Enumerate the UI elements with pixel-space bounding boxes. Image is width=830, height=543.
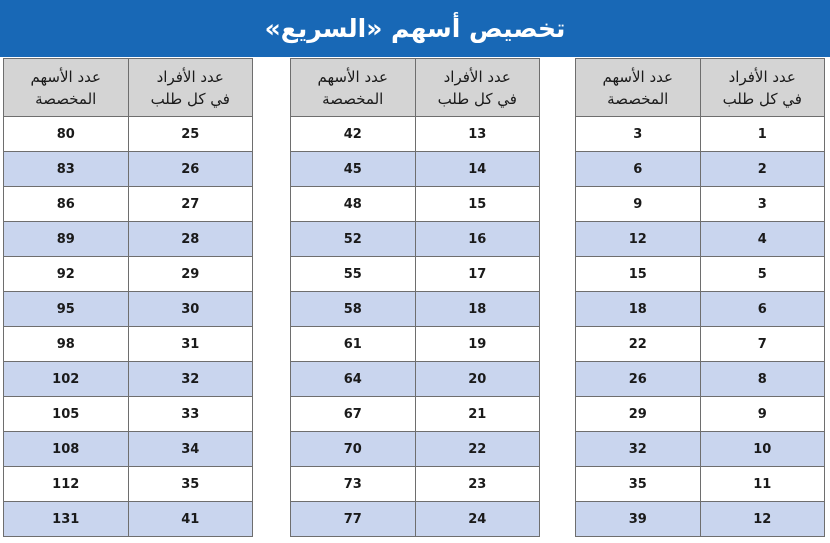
table-row [4, 222, 253, 257]
people-cell: 16 [415, 222, 540, 257]
table-row [291, 292, 540, 327]
shares-cell: 15 [576, 257, 701, 292]
table-row [291, 327, 540, 362]
people-cell: 7 [700, 327, 825, 362]
shares-cell: 45 [291, 152, 416, 187]
people-per-order-header-line-1: عدد الأفراد [443, 67, 511, 86]
people-cell: 6 [700, 292, 825, 327]
allocated-shares-header [291, 59, 416, 117]
shares-cell: 77 [291, 502, 416, 537]
table-row [4, 117, 253, 152]
shares-cell: 105 [4, 397, 129, 432]
table-row [291, 117, 540, 152]
people-per-order-header-line-2: في كل طلب [722, 89, 802, 108]
people-cell: 21 [415, 397, 540, 432]
table-row [576, 117, 825, 152]
people-cell: 20 [415, 362, 540, 397]
table-row [4, 397, 253, 432]
table-row [4, 467, 253, 502]
people-cell: 25 [128, 117, 253, 152]
allocation-table-1 [575, 58, 825, 537]
people-per-order-header [700, 59, 825, 117]
table-row [291, 222, 540, 257]
table-row [4, 432, 253, 467]
people-cell: 18 [415, 292, 540, 327]
table-header-row [291, 59, 540, 117]
allocated-shares-header-line-1: عدد الأسهم [30, 67, 101, 86]
shares-cell: 80 [4, 117, 129, 152]
table-row [4, 362, 253, 397]
people-cell: 4 [700, 222, 825, 257]
allocated-shares-header-line-2: المخصصة [35, 89, 97, 108]
shares-cell: 131 [4, 502, 129, 537]
people-cell: 23 [415, 467, 540, 502]
shares-cell: 102 [4, 362, 129, 397]
people-cell: 27 [128, 187, 253, 222]
people-cell: 10 [700, 432, 825, 467]
shares-cell: 83 [4, 152, 129, 187]
table-row [576, 292, 825, 327]
shares-cell: 29 [576, 397, 701, 432]
shares-cell: 9 [576, 187, 701, 222]
table-row [291, 397, 540, 432]
table-row [291, 152, 540, 187]
table-row [576, 222, 825, 257]
shares-cell: 89 [4, 222, 129, 257]
shares-cell: 35 [576, 467, 701, 502]
people-cell: 22 [415, 432, 540, 467]
shares-cell: 12 [576, 222, 701, 257]
shares-cell: 92 [4, 257, 129, 292]
table-row [4, 292, 253, 327]
people-cell: 33 [128, 397, 253, 432]
table-row [576, 152, 825, 187]
people-cell: 17 [415, 257, 540, 292]
people-cell: 34 [128, 432, 253, 467]
shares-cell: 108 [4, 432, 129, 467]
shares-cell: 95 [4, 292, 129, 327]
allocated-shares-header-line-2: المخصصة [322, 89, 384, 108]
table-row [576, 257, 825, 292]
people-cell: 8 [700, 362, 825, 397]
shares-cell: 26 [576, 362, 701, 397]
people-per-order-header-line-2: في كل طلب [150, 89, 230, 108]
shares-cell: 18 [576, 292, 701, 327]
people-cell: 2 [700, 152, 825, 187]
table-row [576, 502, 825, 537]
people-cell: 24 [415, 502, 540, 537]
people-per-order-header-line-1: عدد الأفراد [728, 67, 796, 86]
allocated-shares-header-line-1: عدد الأسهم [317, 67, 388, 86]
shares-cell: 98 [4, 327, 129, 362]
table-row [576, 187, 825, 222]
shares-cell: 48 [291, 187, 416, 222]
table-row [4, 187, 253, 222]
table-row [4, 327, 253, 362]
shares-cell: 55 [291, 257, 416, 292]
table-row [291, 362, 540, 397]
shares-cell: 70 [291, 432, 416, 467]
table-row [4, 502, 253, 537]
people-cell: 12 [700, 502, 825, 537]
shares-cell: 42 [291, 117, 416, 152]
table-row [576, 467, 825, 502]
table-row [576, 432, 825, 467]
table-row [4, 152, 253, 187]
shares-cell: 64 [291, 362, 416, 397]
table-row [291, 187, 540, 222]
people-cell: 13 [415, 117, 540, 152]
people-cell: 26 [128, 152, 253, 187]
allocated-shares-header [4, 59, 129, 117]
people-cell: 32 [128, 362, 253, 397]
shares-cell: 61 [291, 327, 416, 362]
people-cell: 3 [700, 187, 825, 222]
shares-cell: 86 [4, 187, 129, 222]
table-row [576, 397, 825, 432]
table-row [291, 432, 540, 467]
shares-cell: 73 [291, 467, 416, 502]
people-cell: 35 [128, 467, 253, 502]
people-cell: 29 [128, 257, 253, 292]
shares-cell: 6 [576, 152, 701, 187]
shares-cell: 112 [4, 467, 129, 502]
table-row [291, 257, 540, 292]
table-row [291, 502, 540, 537]
shares-cell: 67 [291, 397, 416, 432]
table-row [291, 467, 540, 502]
people-per-order-header-line-2: في كل طلب [437, 89, 517, 108]
people-cell: 11 [700, 467, 825, 502]
people-cell: 9 [700, 397, 825, 432]
page-title: تخصيص أسهم «السريع» [264, 14, 566, 43]
allocation-table-2 [290, 58, 540, 537]
table-row [576, 362, 825, 397]
people-per-order-header [128, 59, 253, 117]
people-per-order-header-line-1: عدد الأفراد [156, 67, 224, 86]
table-header-row [576, 59, 825, 117]
allocated-shares-header [576, 59, 701, 117]
table-row [4, 257, 253, 292]
shares-cell: 52 [291, 222, 416, 257]
people-cell: 28 [128, 222, 253, 257]
people-cell: 14 [415, 152, 540, 187]
shares-cell: 3 [576, 117, 701, 152]
allocated-shares-header-line-2: المخصصة [607, 89, 669, 108]
shares-cell: 22 [576, 327, 701, 362]
people-cell: 15 [415, 187, 540, 222]
allocation-table-3 [3, 58, 253, 537]
shares-cell: 32 [576, 432, 701, 467]
allocated-shares-header-line-1: عدد الأسهم [602, 67, 673, 86]
table-header-row [4, 59, 253, 117]
people-per-order-header [415, 59, 540, 117]
people-cell: 31 [128, 327, 253, 362]
title-banner [0, 0, 830, 57]
shares-cell: 39 [576, 502, 701, 537]
people-cell: 30 [128, 292, 253, 327]
people-cell: 1 [700, 117, 825, 152]
table-row [576, 327, 825, 362]
people-cell: 41 [128, 502, 253, 537]
people-cell: 19 [415, 327, 540, 362]
shares-cell: 58 [291, 292, 416, 327]
people-cell: 5 [700, 257, 825, 292]
